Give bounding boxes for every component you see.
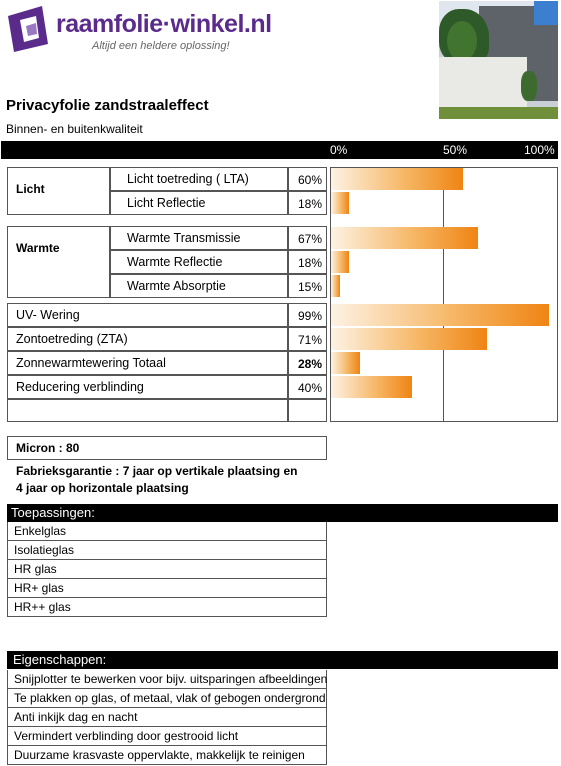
metric-value-cell: [288, 274, 327, 298]
list-item: HR+ glas: [7, 579, 327, 598]
group-warmte: [7, 226, 110, 298]
page-title: Privacyfolie zandstraaleffect: [6, 97, 209, 114]
product-photo: [439, 1, 558, 119]
list-item: HR glas: [7, 560, 327, 579]
metric-bar: [331, 352, 360, 374]
metric-label-cell: [7, 303, 288, 327]
metric-label: UV- Wering: [16, 308, 80, 322]
scale-50: 50%: [443, 143, 468, 157]
metric-value-cell: [288, 191, 327, 215]
list-item: HR++ glas: [7, 598, 327, 617]
metric-value: 18%: [297, 197, 322, 211]
metric-value: 99%: [297, 309, 322, 323]
logo-mark-icon: [6, 4, 50, 52]
eigenschappen-title: Eigenschappen:: [13, 652, 107, 667]
metric-label-cell: [7, 327, 288, 351]
metric-label: Warmte Absorptie: [127, 279, 226, 293]
metric-bar: [331, 376, 412, 398]
logo-text: raamfolie·winkel.nl: [56, 10, 272, 38]
metric-value: 71%: [297, 333, 322, 347]
metric-label-cell: [110, 191, 288, 215]
metric-value-cell: [288, 250, 327, 274]
scale-0: 0%: [330, 143, 348, 157]
metric-label-cell: [110, 274, 288, 298]
metric-bar: [331, 192, 349, 214]
list-item: Snijplotter te bewerken voor bijv. uitsparingen afbeeldingen: [7, 670, 327, 689]
scale-header: [1, 141, 558, 159]
list-item: Anti inkijk dag en nacht: [7, 708, 327, 727]
empty-value-cell: [288, 399, 327, 422]
list-item: Te plakken op glas, of metaal, vlak of gebogen ondergrond: [7, 689, 327, 708]
metric-bar: [331, 275, 340, 297]
metric-value: 67%: [297, 232, 322, 246]
metric-label-cell: [7, 351, 288, 375]
metric-label: Warmte Reflectie: [127, 255, 223, 269]
empty-row-cell: [7, 399, 288, 422]
metric-label: Reducering verblinding: [16, 380, 144, 394]
metric-bar: [331, 328, 487, 350]
metric-label: Licht Reflectie: [127, 196, 206, 210]
metric-bar: [331, 304, 549, 326]
metric-value-cell: [288, 327, 327, 351]
page-subtitle: Binnen- en buitenkwaliteit: [6, 122, 143, 136]
list-item: Enkelglas: [7, 522, 327, 541]
scale-100: 100%: [524, 143, 555, 157]
metric-value-cell: [288, 375, 327, 399]
metric-label-cell: [110, 167, 288, 191]
list-item: Vermindert verblinding door gestrooid licht: [7, 727, 327, 746]
list-item: Isolatieglas: [7, 541, 327, 560]
metric-label: Zontoetreding (ZTA): [16, 332, 128, 346]
metric-bar: [331, 251, 349, 273]
eigenschappen-header: [7, 651, 558, 669]
logo[interactable]: [6, 4, 286, 54]
metric-value: 18%: [297, 256, 322, 270]
metric-value-cell: [288, 303, 327, 327]
metric-value: 28%: [297, 357, 322, 371]
chart-midline: [443, 168, 444, 421]
metric-label-cell: [110, 226, 288, 250]
warranty-line1: Fabrieksgarantie : 7 jaar op vertikale plaatsing en: [16, 464, 298, 478]
metric-label: Zonnewarmtewering Totaal: [16, 356, 166, 370]
metric-value-cell: [288, 167, 327, 191]
list-item: Duurzame krasvaste oppervlakte, makkelijk te reinigen: [7, 746, 327, 765]
metric-label-cell: [7, 375, 288, 399]
micron-label: Micron : 80: [16, 441, 80, 455]
warranty-line2: 4 jaar op horizontale plaatsing: [16, 481, 189, 495]
metric-value: 60%: [297, 173, 322, 187]
metric-bar: [331, 168, 463, 190]
metric-value-cell: [288, 351, 327, 375]
metric-label: Licht toetreding ( LTA): [127, 172, 249, 186]
metric-label-cell: [110, 250, 288, 274]
metric-value: 15%: [297, 280, 322, 294]
tagline: Altijd een heldere oplossing!: [92, 40, 230, 52]
group-licht-label: Licht: [16, 182, 45, 196]
toepassingen-header: [7, 504, 558, 522]
group-warmte-label: Warmte: [16, 241, 60, 255]
toepassingen-title: Toepassingen:: [11, 505, 95, 520]
metric-bar: [331, 227, 478, 249]
metric-label: Warmte Transmissie: [127, 231, 241, 245]
metric-value-cell: [288, 226, 327, 250]
metric-value: 40%: [297, 381, 322, 395]
